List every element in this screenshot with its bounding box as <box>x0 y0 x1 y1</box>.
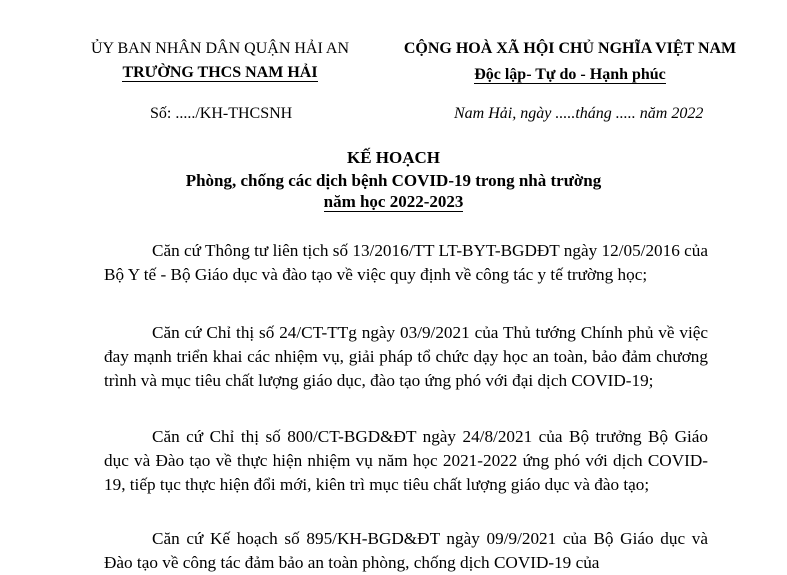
school-name <box>70 64 370 82</box>
agency-name: ỦY BAN NHÂN DÂN QUẬN HẢI AN <box>90 40 350 57</box>
national-title: CỘNG HOÀ XÃ HỘI CHỦ NGHĨA VIỆT NAM <box>403 40 737 57</box>
national-motto-text: Độc lập- Tự do - Hạnh phúc <box>474 66 666 83</box>
national-motto <box>375 66 765 84</box>
paragraph-1: Căn cứ Thông tư liên tịch số 13/2016/TT LT-BYT-BGDĐT ngày 12/05/2016 của Bộ Y tế - Bộ Giáo dục và đào tạo về việc quy định về công tác y tế trường học; <box>104 241 708 284</box>
paragraph-4: Căn cứ Kế hoạch số 895/KH-BGD&ĐT ngày 09/9/2021 của Bộ Giáo dục và Đào tạo về công tác đảm bảo an toàn phòng, chống dịch COVID-19 của <box>104 529 708 572</box>
document-subtitle-line2-text: năm học 2022-2023 <box>323 192 464 211</box>
paragraph-3: Căn cứ Chỉ thị số 800/CT-BGD&ĐT ngày 24/8/2021 của Bộ trưởng Bộ Giáo dục và Đào tạo về thực hiện nhiệm vụ năm học 2021-2022 ứng phó với dịch COVID-19, tiếp tục thực hiện đổi mới, kiên trì mục tiêu chất lượng giáo dục và đào tạo; <box>104 427 708 494</box>
document-subtitle-line1: Phòng, chống các dịch bệnh COVID-19 trong nhà trường <box>185 171 602 190</box>
paragraph-2: Căn cứ Chỉ thị số 24/CT-TTg ngày 03/9/2021 của Thủ tướng Chính phủ về việc đay mạnh triển khai các nhiệm vụ, giải pháp tổ chức dạy học an toàn, bảo đảm chương trình và mục tiêu chất lượng giáo dục, đào tạo ứng phó với đại dịch COVID-19; <box>104 323 708 390</box>
document-title: KẾ HOẠCH <box>346 148 441 167</box>
document-number: Số: ...../KH-THCSNH <box>150 105 293 122</box>
place-date: Nam Hải, ngày .....tháng ..... năm 2022 <box>454 105 704 122</box>
document-subtitle-line2 <box>0 192 787 212</box>
school-name-text: TRƯỜNG THCS NAM HẢI <box>122 64 318 81</box>
